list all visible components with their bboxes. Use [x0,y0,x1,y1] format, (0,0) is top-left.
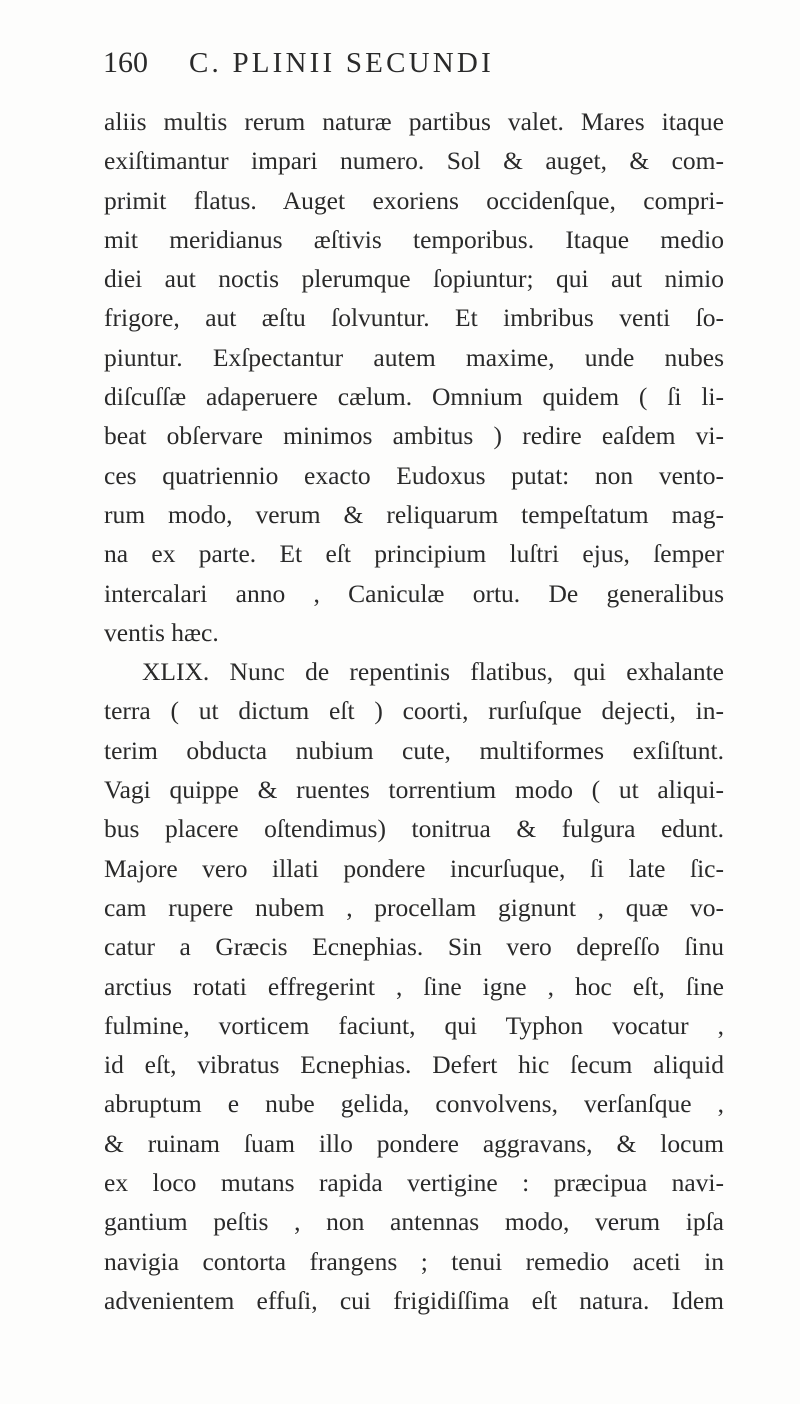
text-line: advenientem effuſi, cui frigidiſſima eſt natura. Idem [104,1285,724,1315]
text-line: intercalari anno , Caniculæ ortu. De generalibus [104,578,724,608]
text-line: diſcuſſæ adaperuere cælum. Omnium quidem ( ſi li- [104,382,724,412]
running-head: C. PLINII SECUNDI [189,47,494,79]
text-line: mit meridianus æſtivis temporibus. Itaque medio [104,224,724,254]
text-line: ces quatriennio exacto Eudoxus putat: non vento- [104,460,724,490]
text-line: primit flatus. Auget exoriens occidenſque, compri- [104,185,724,215]
text-line: aliis multis rerum naturæ partibus valet. Mares itaque [104,107,724,136]
text-line: na ex parte. Et eſt principium luſtri ejus, ſemper [104,539,724,569]
text-line: diei aut noctis plerumque ſopiuntur; qui aut nimio [104,264,724,294]
text-line: catur a Græcis Ecnephias. Sin vero depreſſo ſinu [104,932,724,962]
text-line: Majore vero illati pondere incurſuque, ſi late ſic- [104,853,724,883]
text-line: terra ( ut dictum eſt ) coorti, rurſuſque dejecti, in- [104,696,724,726]
page-header [103,46,703,86]
text-line: abruptum e nube gelida, convolvens, verſanſque , [104,1089,724,1119]
text-line: exiſtimantur impari numero. Sol & auget, & com- [104,146,724,176]
text-line: Vagi quippe & ruentes torrentium modo ( ut aliqui- [104,775,724,805]
text-line: & ruinam ſuam illo pondere aggravans, & locum [104,1128,724,1158]
text-line: fulmine, vorticem faciunt, qui Typhon vocatur , [104,1010,724,1040]
text-line: piuntur. Exſpectantur autem maxime, unde nubes [104,342,724,372]
text-line: ventis hæc. [104,617,219,647]
text-line: frigore, aut æſtu ſolvuntur. Et imbribus venti ſo- [104,303,724,333]
text-line: rum modo, verum & reliquarum tempeſtatum mag- [104,499,724,529]
page-number: 160 [103,46,148,79]
body-text [104,102,724,1320]
text-line: arctius rotati effregerint , ſine igne , hoc eſt, ſine [104,971,724,1001]
text-line: ex loco mutans rapida vertigine : præcipua navi- [104,1168,724,1198]
text-line: bus placere oſtendimus) tonitrua & fulgura edunt. [104,814,724,844]
text-line: id eſt, vibratus Ecnephias. Defert hic ſecum aliquid [104,1050,724,1080]
text-line: navigia contorta frangens ; tenui remedio aceti in [104,1246,724,1276]
text-line: cam rupere nubem , procellam gignunt , quæ vo- [104,892,724,922]
text-line: beat obſervare minimos ambitus ) redire eaſdem vi- [104,421,724,451]
text-line: gantium peſtis , non antennas modo, verum ipſa [104,1207,724,1237]
text-line: terim obducta nubium cute, multiformes exſiſtunt. [104,735,724,765]
section-start-line: XLIX. Nunc de repentinis flatibus, qui exhalante [142,657,724,687]
